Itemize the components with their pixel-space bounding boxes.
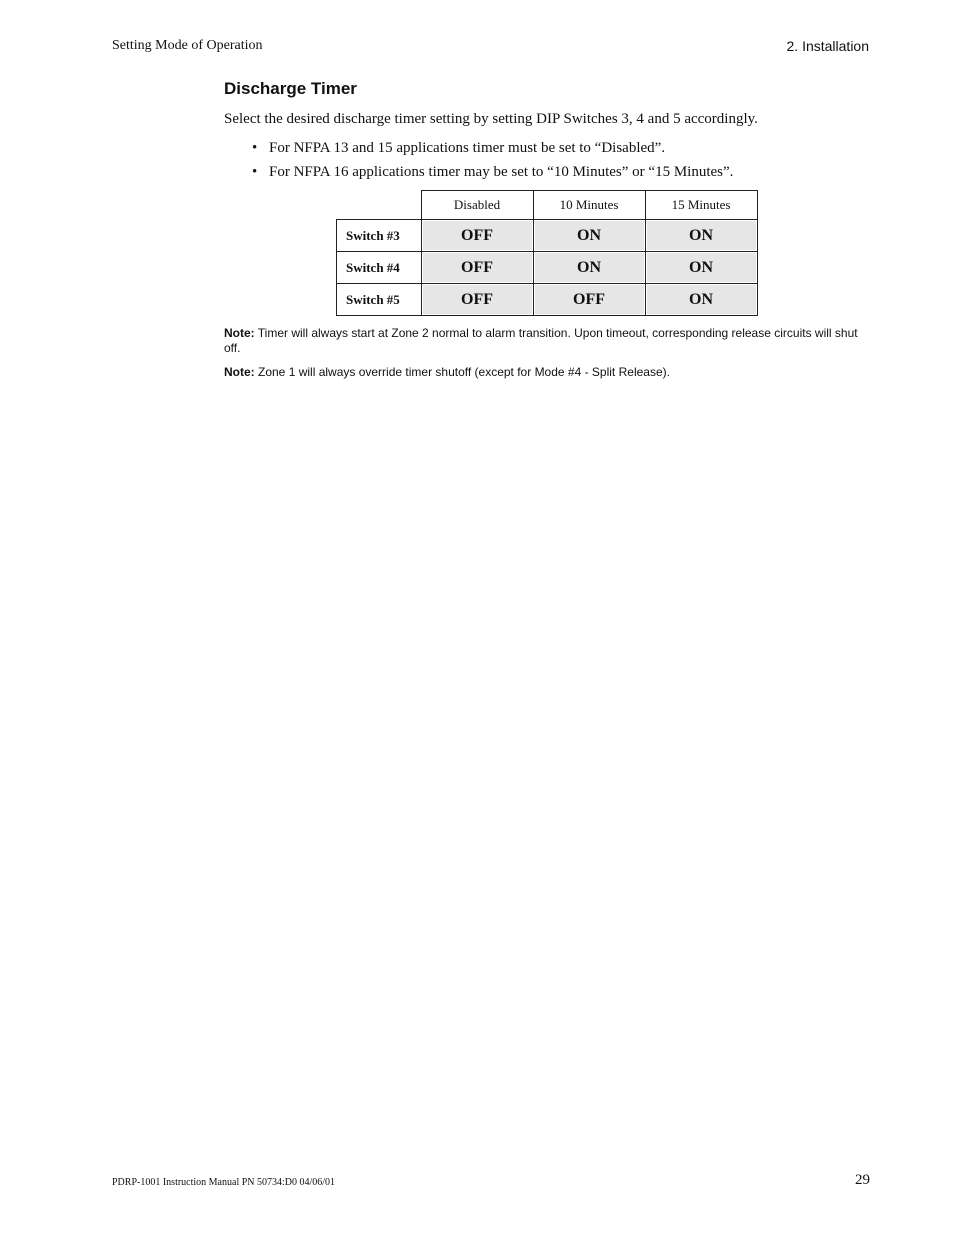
table-row (337, 284, 758, 316)
table-row (337, 220, 758, 252)
running-header-chapter: 2. Installation (786, 38, 869, 54)
note-zone-override (224, 365, 864, 380)
note-label: Note: (224, 365, 255, 379)
column-header-15-minutes: 15 Minutes (645, 191, 757, 220)
bullet-icon: • (252, 164, 258, 180)
column-header-10-minutes: 10 Minutes (533, 191, 645, 220)
bullet-text: For NFPA 13 and 15 applications timer must be set to “Disabled”. (269, 140, 666, 156)
section-title: Discharge Timer (224, 79, 357, 98)
discharge-timer-table (336, 190, 758, 316)
table-cell: ON (533, 252, 645, 284)
page-number: 29 (855, 1172, 870, 1188)
footer-manual-info: PDRP-1001 Instruction Manual PN 50734:D0 04/06/01 (112, 1177, 336, 1188)
table-cell: OFF (533, 284, 645, 316)
bullet-icon: • (252, 140, 258, 156)
table-cell: ON (645, 220, 757, 252)
table-cell: ON (645, 252, 757, 284)
table-cell: OFF (421, 284, 533, 316)
row-header-switch-3: Switch #3 (337, 220, 422, 252)
table-corner (337, 191, 422, 220)
table-header-row (337, 191, 758, 220)
note-label: Note: (224, 326, 255, 340)
bullet-list (252, 139, 733, 187)
note-text: Timer will always start at Zone 2 normal to alarm transition. Upon timeout, corresponding release circuits will shut off. (224, 326, 858, 355)
bullet-item (252, 139, 733, 163)
row-header-switch-4: Switch #4 (337, 252, 422, 284)
bullet-text: For NFPA 16 applications timer may be set to “10 Minutes” or “15 Minutes”. (269, 164, 734, 180)
intro-paragraph: Select the desired discharge timer setting by setting DIP Switches 3, 4 and 5 accordingly. (224, 111, 758, 127)
row-header-switch-5: Switch #5 (337, 284, 422, 316)
note-timer-start (224, 326, 864, 356)
table-row (337, 252, 758, 284)
table-cell: OFF (421, 220, 533, 252)
table-cell: ON (645, 284, 757, 316)
column-header-disabled: Disabled (421, 191, 533, 220)
note-text: Zone 1 will always override timer shutoff (except for Mode #4 - Split Release). (254, 365, 670, 379)
running-header-section: Setting Mode of Operation (112, 38, 263, 53)
table-cell: OFF (421, 252, 533, 284)
table-cell: ON (533, 220, 645, 252)
bullet-item (252, 163, 733, 187)
